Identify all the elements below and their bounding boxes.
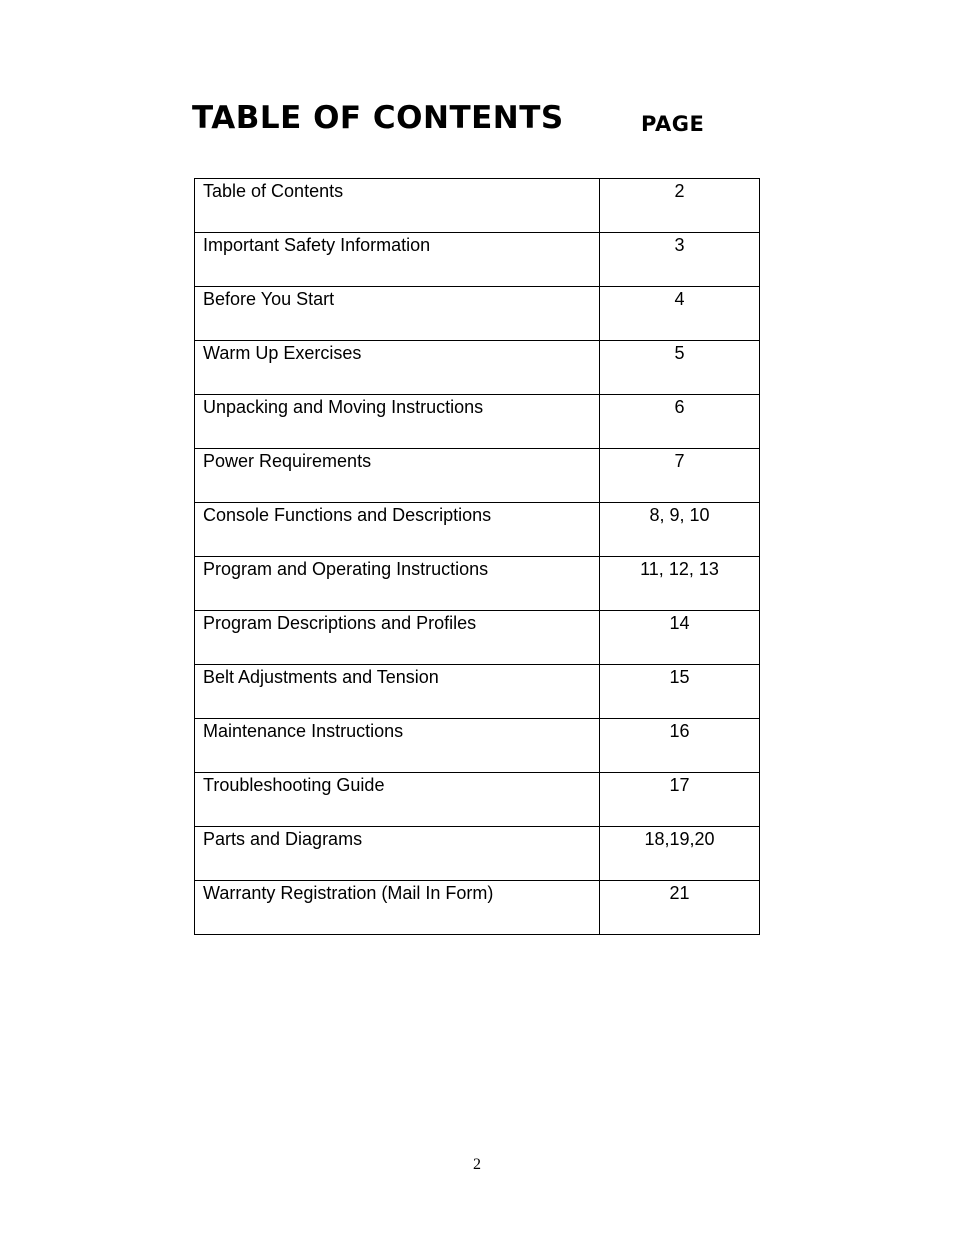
entry-page: 18,19,20 xyxy=(600,827,760,881)
entry-page: 16 xyxy=(600,719,760,773)
entry-title: Before You Start xyxy=(195,287,600,341)
entry-title: Program and Operating Instructions xyxy=(195,557,600,611)
entry-page: 8, 9, 10 xyxy=(600,503,760,557)
entry-page: 7 xyxy=(600,449,760,503)
table-row xyxy=(195,827,760,881)
table-row xyxy=(195,233,760,287)
entry-title: Belt Adjustments and Tension xyxy=(195,665,600,719)
entry-page: 5 xyxy=(600,341,760,395)
table-row xyxy=(195,287,760,341)
toc-table xyxy=(194,178,760,935)
entry-title: Warranty Registration (Mail In Form) xyxy=(195,881,600,935)
entry-page: 21 xyxy=(600,881,760,935)
entry-title: Parts and Diagrams xyxy=(195,827,600,881)
table-row xyxy=(195,179,760,233)
page-column-heading: PAGE xyxy=(641,112,705,136)
table-row xyxy=(195,395,760,449)
entry-title: Troubleshooting Guide xyxy=(195,773,600,827)
entry-title: Table of Contents xyxy=(195,179,600,233)
entry-page: 11, 12, 13 xyxy=(600,557,760,611)
entry-title: Maintenance Instructions xyxy=(195,719,600,773)
entry-title: Important Safety Information xyxy=(195,233,600,287)
table-row xyxy=(195,449,760,503)
entry-title: Unpacking and Moving Instructions xyxy=(195,395,600,449)
entry-page: 3 xyxy=(600,233,760,287)
table-row xyxy=(195,773,760,827)
entry-title: Warm Up Exercises xyxy=(195,341,600,395)
entry-title: Power Requirements xyxy=(195,449,600,503)
table-row xyxy=(195,881,760,935)
toc-heading: TABLE OF CONTENTS xyxy=(192,100,564,136)
entry-page: 2 xyxy=(600,179,760,233)
table-row xyxy=(195,503,760,557)
table-row xyxy=(195,665,760,719)
page-number: 2 xyxy=(473,1156,481,1173)
entry-page: 17 xyxy=(600,773,760,827)
entry-page: 15 xyxy=(600,665,760,719)
entry-page: 4 xyxy=(600,287,760,341)
entry-page: 14 xyxy=(600,611,760,665)
table-row xyxy=(195,611,760,665)
entry-title: Program Descriptions and Profiles xyxy=(195,611,600,665)
entry-page: 6 xyxy=(600,395,760,449)
table-row xyxy=(195,341,760,395)
table-row xyxy=(195,719,760,773)
table-row xyxy=(195,557,760,611)
entry-title: Console Functions and Descriptions xyxy=(195,503,600,557)
